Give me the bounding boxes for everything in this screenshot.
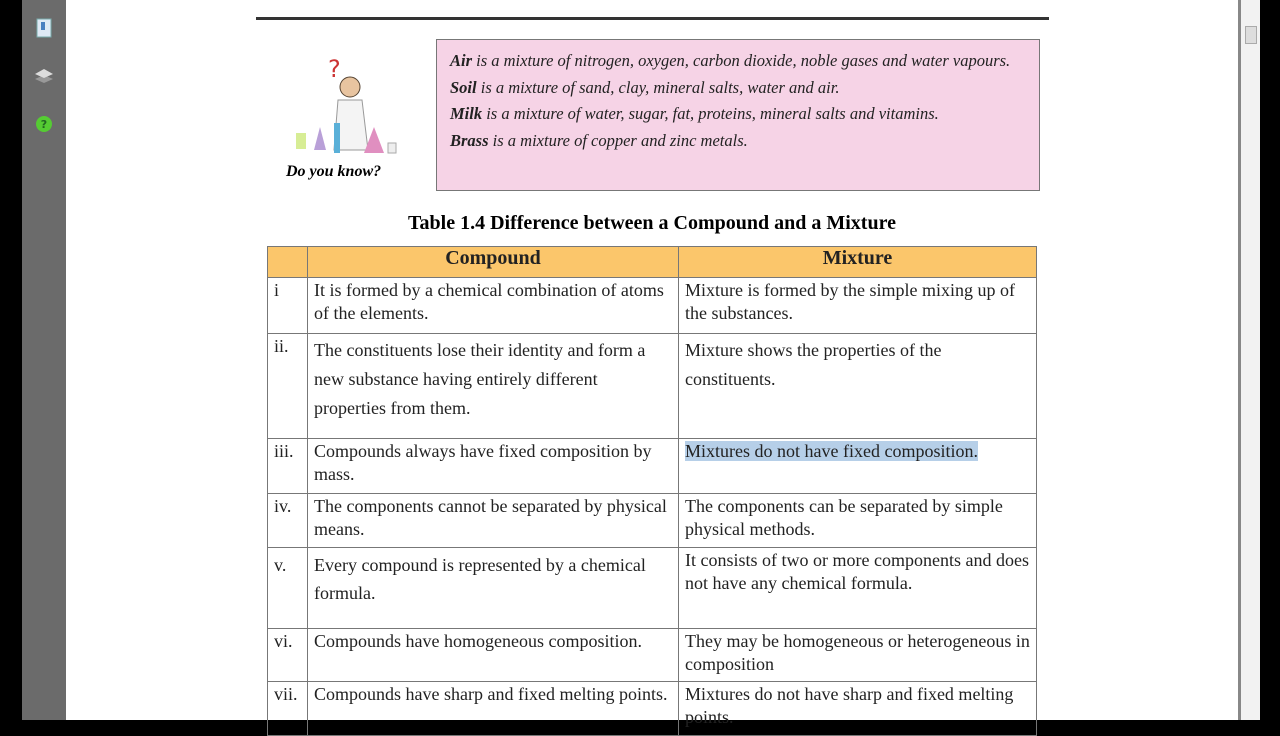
- svg-text:?: ?: [328, 55, 341, 83]
- sidebar: [22, 0, 66, 720]
- row-number: i: [268, 278, 308, 334]
- compound-cell: Compounds always have fixed composition by mass.: [308, 439, 679, 494]
- header-number: [268, 247, 308, 278]
- header-rule: [256, 17, 1049, 20]
- row-number: vii.: [268, 682, 308, 736]
- fact-item: Air is a mixture of nitrogen, oxygen, carbon dioxide, noble gases and water vapours.: [450, 51, 1011, 70]
- document-page: [66, 0, 1238, 727]
- comparison-table: [267, 246, 1037, 736]
- compound-cell: The components cannot be separated by physical means.: [308, 494, 679, 548]
- fact-item: Soil is a mixture of sand, clay, mineral salts, water and air.: [450, 77, 840, 97]
- help-icon[interactable]: [34, 114, 54, 134]
- mixture-cell: It consists of two or more components and does not have any chemical formula.: [679, 548, 1037, 629]
- mixture-cell: Mixtures do not have sharp and fixed melting points.: [679, 682, 1037, 736]
- table-row: [268, 334, 1037, 439]
- mixture-cell: Mixture shows the properties of the constituents.: [679, 334, 1037, 439]
- compound-cell: Compounds have homogeneous composition.: [308, 629, 679, 682]
- mixture-cell: The components can be separated by simple physical methods.: [679, 494, 1037, 548]
- header-compound: Compound: [308, 247, 679, 278]
- table-row: [268, 682, 1037, 736]
- selected-text[interactable]: Mixtures do not have fixed composition.: [685, 441, 978, 461]
- table-header-row: [268, 247, 1037, 278]
- row-number: vi.: [268, 629, 308, 682]
- header-mixture: Mixture: [679, 247, 1037, 278]
- compound-cell: Every compound is represented by a chemical formula.: [308, 548, 679, 629]
- compound-cell: Compounds have sharp and fixed melting points.: [308, 682, 679, 736]
- page-icon[interactable]: [34, 18, 54, 38]
- do-you-know-caption: Do you know?: [286, 163, 382, 180]
- table-row: [268, 439, 1037, 494]
- mixture-cell[interactable]: [679, 439, 1037, 494]
- scrollbar-thumb[interactable]: [1245, 26, 1257, 44]
- mixture-cell: They may be homogeneous or heterogeneous in composition: [679, 629, 1037, 682]
- table-row: [268, 278, 1037, 334]
- row-number: iv.: [268, 494, 308, 548]
- mixture-cell: Mixture is formed by the simple mixing up of the substances.: [679, 278, 1037, 334]
- compound-cell: It is formed by a chemical combination of atoms of the elements.: [308, 278, 679, 334]
- row-number: v.: [268, 548, 308, 629]
- vertical-scrollbar[interactable]: [1238, 0, 1260, 720]
- compound-cell: The constituents lose their identity and form a new substance having entirely different properties from them.: [308, 334, 679, 439]
- fact-item: Brass is a mixture of copper and zinc metals.: [450, 130, 748, 150]
- table-row: [268, 548, 1037, 629]
- row-number: ii.: [268, 334, 308, 439]
- fact-item: Milk is a mixture of water, sugar, fat, proteins, mineral salts and vitamins.: [450, 104, 939, 123]
- table-title: Table 1.4 Difference between a Compound and a Mixture: [408, 212, 896, 234]
- layers-icon[interactable]: [34, 66, 54, 86]
- row-number: iii.: [268, 439, 308, 494]
- table-row: [268, 629, 1037, 682]
- svg-text:?: ?: [40, 118, 48, 131]
- scientist-illustration: [288, 55, 408, 165]
- table-row: [268, 494, 1037, 548]
- facts-box: [436, 39, 1040, 191]
